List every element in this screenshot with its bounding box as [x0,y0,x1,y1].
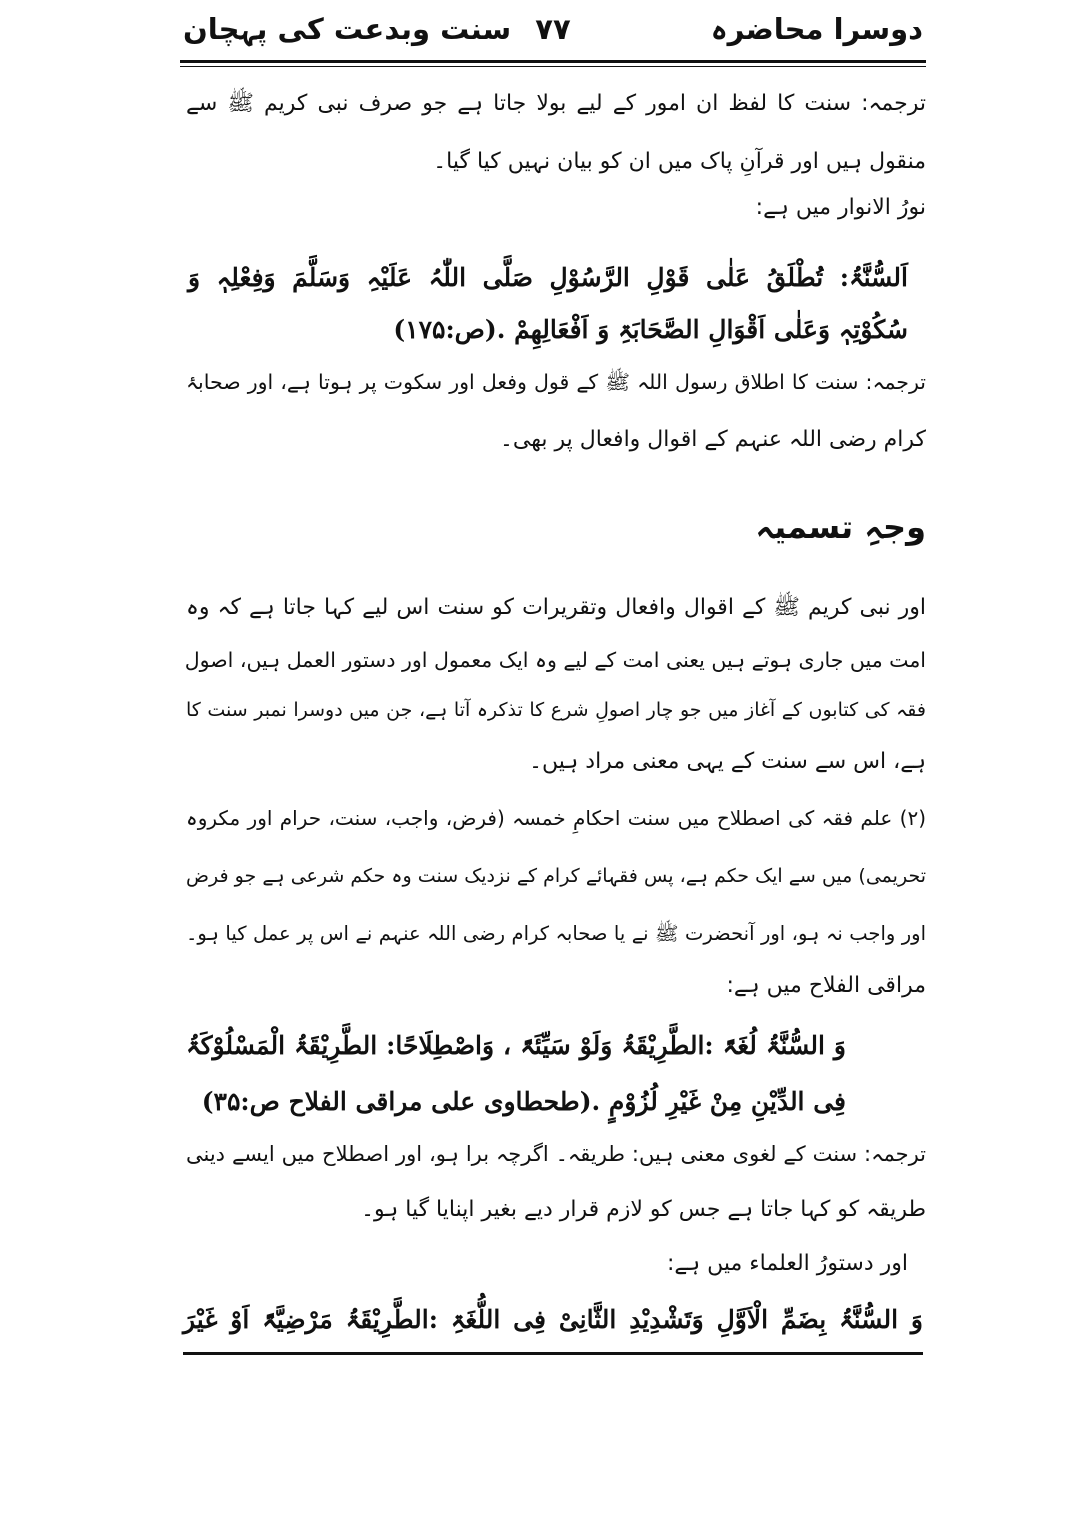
text-line: امت میں جاری ہوتے ہیں یعنی امت کے لیے وہ ایک معمول اور دستور العمل ہیں، اصول [184,648,926,672]
text-line: تحریمی) میں سے ایک حکم ہے، پس فقہائے کرام کے نزدیک سنت وہ حکم شرعی ہے جو فرض [186,865,926,887]
text-line: ترجمہ: سنت کا اطلاق رسول اللہ ﷺ کے قول وفعل اور سکوت پر ہوتا ہے، اور صحابۂ [186,370,926,394]
text-line: کرام رضی اللہ عنہم کے اقوال وافعال پر بھی۔ [500,427,926,452]
arabic-quote-line: وَ السُّنَّۃُ لُغَۃً :الطَّرِیْقَۃُ وَلَوْ سَیِّئَۃً ، وَاصْطِلَاحًا: الطَّرِیْقَۃُ الْمَسْلُوْکَۃُ [186,1031,846,1060]
header-book-title: سنت وبدعت کی پہچان [183,12,512,46]
page-header [183,6,923,58]
header-rule-thick [180,60,926,63]
section-heading: وجہِ تسمیہ [755,508,926,546]
text-line: اور دستورُ العلماء میں ہے: [666,1251,908,1276]
text-line: ہے، اس سے سنت کے یہی معنی مراد ہیں۔ [529,749,926,774]
text-line: منقول ہیں اور قرآنِ پاک میں ان کو بیان نہیں کیا گیا۔ [433,149,926,174]
text-line: (۲) علم فقہ کی اصطلاح میں سنت احکامِ خمسہ (فرض، واجب، سنت، حرام اور مکروہ [186,806,926,830]
page-number: ۷۷ [535,12,571,46]
arabic-quote-line: اَلسُّنَّۃُ: تُطْلَقُ عَلٰی قَوْلِ الرَّسُوْلِ صَلَّی اللّٰہُ عَلَیْہِ وَسَلَّمَ وَفِعْلِہٖ وَ [188,263,908,292]
text-line: ترجمہ: سنت کے لغوی معنی ہیں: طریقہ۔ اگرچہ برا ہو، اور اصطلاح میں ایسے دینی [186,1142,926,1166]
text-line: اور واجب نہ ہو، اور آنحضرت ﷺ نے یا صحابہ کرام رضی اللہ عنہم نے اس پر عمل کیا ہو۔ [186,922,926,945]
arabic-quote-line: فِی الدِّیْنِ مِنْ غَیْرِ لُزُوْمٍ .(طحطاوی علی مراقی الفلاح ص:۳۵) [201,1087,846,1116]
text-line: ترجمہ: سنت کا لفظ ان امور کے لیے بولا جاتا ہے جو صرف نبی کریم ﷺ سے [186,91,926,116]
header-rule-thin [180,66,926,67]
text-line: فقہ کی کتابوں کے آغاز میں جو چار اصولِ شرع کا تذکرہ آتا ہے، جن میں دوسرا نمبر سنت کا [186,699,926,721]
header-chapter-title: دوسرا محاضرہ [710,12,923,46]
text-line: طریقہ کو کہا جاتا ہے جس کو لازم قرار دیے بغیر اپنایا گیا ہو۔ [361,1197,926,1222]
text-line: اور نبی کریم ﷺ کے اقوال وافعال وتقریرات کو سنت اس لیے کہا جاتا ہے کہ وہ [186,595,926,620]
arabic-quote-line: وَ السُّنَّۃُ بِضَمِّ الْاَوَّلِ وَتَشْدِیْدِ الثَّانِیْ فِی اللُّغَۃِ :الطَّرِیْقَۃُ مَرْضِیَّۃً اَوْ غَیْرَ [183,1305,923,1334]
text-line: مراقی الفلاح میں ہے: [726,973,926,998]
arabic-quote-line: سُکُوْتِہٖ وَعَلٰی اَقْوَالِ الصَّحَابَۃِ وَ اَفْعَالِھِمْ .(ص:۱۷۵) [393,315,908,344]
footer-rule [183,1352,923,1355]
text-line: نورُ الانوار میں ہے: [755,195,926,220]
